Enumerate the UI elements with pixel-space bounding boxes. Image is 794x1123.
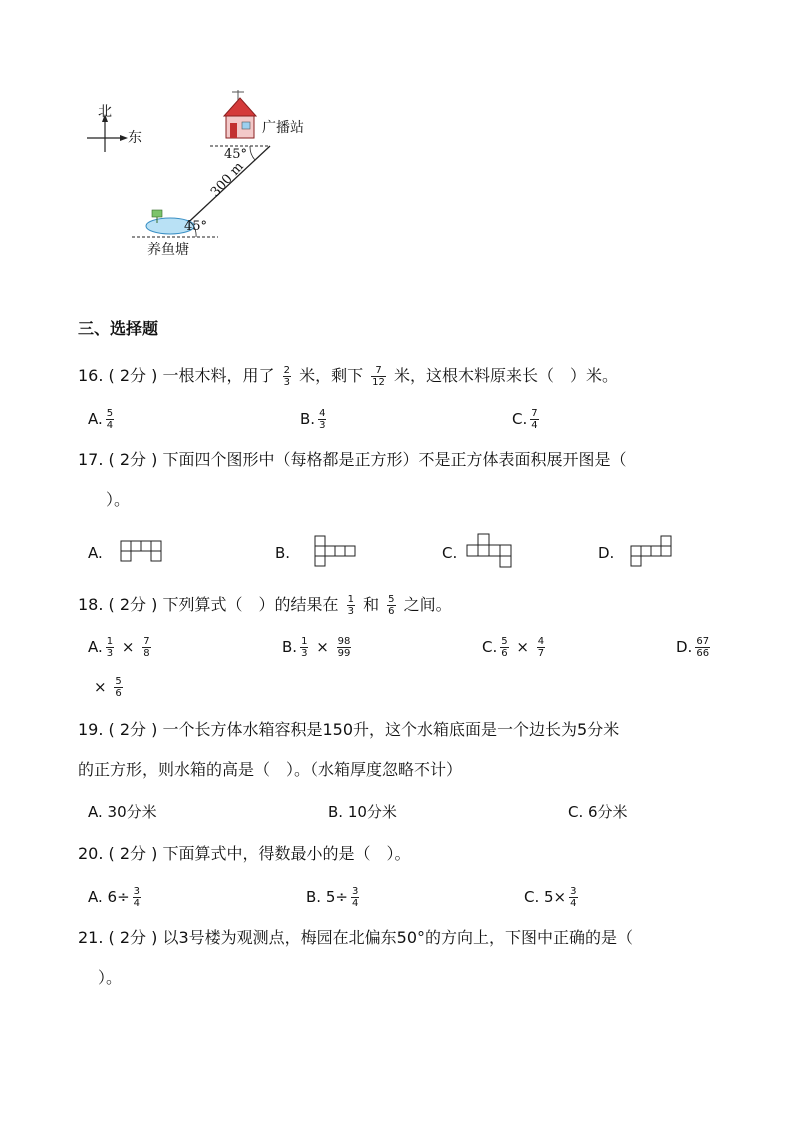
question-text-cont: ）。 — [98, 968, 123, 987]
question-20 — [78, 844, 411, 864]
question-number: 21. — [78, 928, 104, 947]
question-text: 之间。 — [403, 595, 452, 614]
option-b[interactable]: B. $\frac{4}{3}$ — [300, 408, 326, 431]
question-text-cont: 的正方形，则水箱的高是（ ）。（水箱厚度忽略不计） — [78, 760, 463, 779]
house-icon — [224, 90, 256, 138]
question-score: ( 2分 ) — [108, 450, 158, 469]
question-number: 20. — [78, 844, 104, 863]
question-score: ( 2分 ) — [108, 928, 158, 947]
net-figure-c — [466, 533, 516, 569]
option-a[interactable]: A. $\frac{5}{4}$ — [88, 408, 114, 431]
east-label: 东 — [128, 130, 142, 146]
option-c[interactable]: C. — [442, 544, 458, 562]
distance-label: 300 m — [208, 159, 247, 201]
angle-bottom-label: 45° — [184, 219, 208, 234]
question-text-cont: ）。 — [106, 490, 131, 509]
question-number: 18. — [78, 595, 104, 614]
question-score: ( 2分 ) — [108, 366, 158, 385]
section-title: 三、选择题 — [78, 319, 159, 338]
option-d-cont: × $\frac{5}{6}$ — [94, 676, 122, 699]
option-a[interactable]: A. $\frac{1}{3}$ × $\frac{7}{8}$ — [88, 636, 150, 659]
net-figure-a — [120, 540, 164, 564]
question-number: 17. — [78, 450, 104, 469]
option-b[interactable]: B. $\frac{1}{3}$ × $\frac{98}{99}$ — [282, 636, 351, 659]
question-number: 19. — [78, 720, 104, 739]
question-text: 和 — [363, 595, 380, 614]
pond-label: 养鱼塘 — [147, 242, 189, 258]
option-b[interactable]: B. 5÷ $\frac{3}{4}$ — [306, 886, 359, 909]
question-19 — [78, 720, 619, 740]
fraction: $\frac{2}{3}$ — [283, 365, 290, 388]
question-text: 米，这根木料原来长（ ）米。 — [394, 366, 619, 385]
option-c[interactable]: C. 5× $\frac{3}{4}$ — [524, 886, 577, 909]
question-text: 一个长方体水箱容积是150升，这个水箱底面是一个边长为5分米 — [162, 720, 620, 739]
net-figure-d — [630, 535, 674, 567]
fraction: $\frac{7}{12}$ — [372, 365, 385, 388]
question-text: 以3号楼为观测点，梅园在北偏东50°的方向上，下图中正确的是（ — [162, 928, 634, 947]
question-text: 一根木料，用了 — [162, 366, 275, 385]
option-c[interactable]: C. $\frac{7}{4}$ — [512, 408, 538, 431]
direction-diagram — [80, 80, 340, 270]
north-label: 北 — [98, 104, 112, 120]
question-number: 16. — [78, 366, 104, 385]
fraction: $\frac{5}{6}$ — [388, 594, 395, 617]
fraction: $\frac{1}{3}$ — [347, 594, 354, 617]
station-label: 广播站 — [262, 120, 304, 136]
option-a[interactable]: A. — [88, 544, 103, 562]
option-b[interactable]: B. — [275, 544, 291, 562]
option-a[interactable]: A. 6÷ $\frac{3}{4}$ — [88, 886, 141, 909]
question-text: 下面算式中，得数最小的是（ ）。 — [162, 844, 411, 863]
net-figure-b — [313, 535, 359, 567]
option-d[interactable]: D. — [598, 544, 615, 562]
question-text: 米，剩下 — [299, 366, 364, 385]
question-18 — [78, 594, 452, 617]
option-b[interactable]: B. 10分米 — [328, 803, 397, 821]
question-text: 下面四个图形中（每格都是正方形）不是正方体表面积展开图是（ — [162, 450, 627, 469]
question-score: ( 2分 ) — [108, 595, 158, 614]
question-17 — [78, 450, 627, 470]
option-d[interactable]: D. $\frac{67}{66}$ — [676, 636, 710, 659]
option-c[interactable]: C. 6分米 — [568, 803, 628, 821]
question-text: 下列算式（ ）的结果在 — [162, 595, 339, 614]
question-16 — [78, 365, 618, 388]
question-score: ( 2分 ) — [108, 844, 158, 863]
question-21 — [78, 928, 633, 948]
option-c[interactable]: C. $\frac{5}{6}$ × $\frac{4}{7}$ — [482, 636, 545, 659]
angle-top-label: 45° — [224, 147, 248, 162]
question-score: ( 2分 ) — [108, 720, 158, 739]
option-a[interactable]: A. 30分米 — [88, 803, 157, 821]
